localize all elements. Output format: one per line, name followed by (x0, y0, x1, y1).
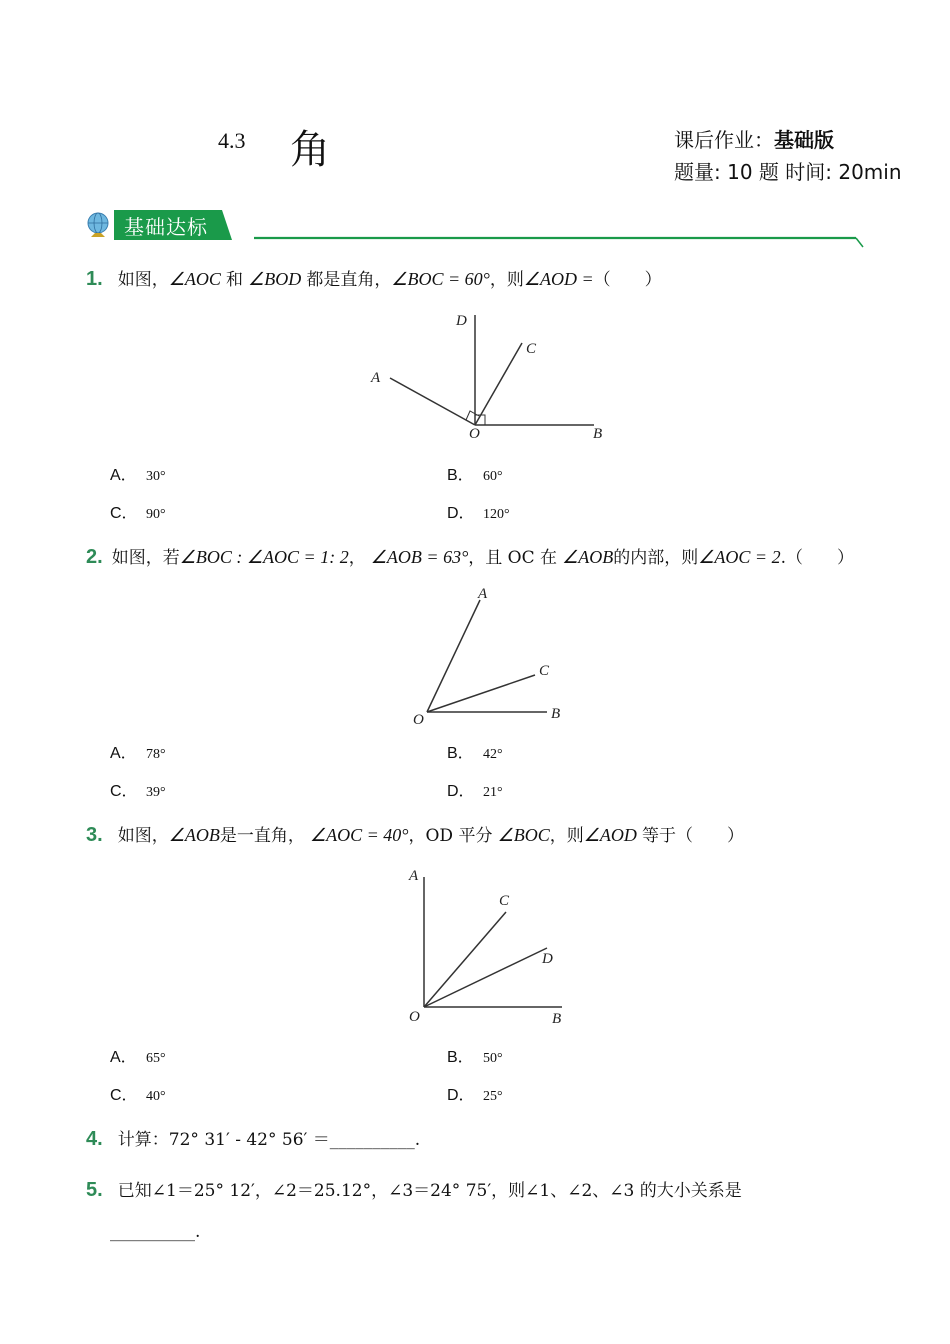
ray-oc (475, 343, 522, 425)
label-b: B (551, 706, 561, 722)
ray-od (424, 948, 547, 1007)
option-c[interactable]: C． 39° (110, 783, 166, 800)
option-d[interactable]: D． 120° (447, 505, 510, 522)
label-o: O (413, 712, 424, 727)
label-o: O (469, 426, 480, 442)
figure-q3 (400, 862, 580, 1027)
figure-q2 (400, 582, 580, 727)
count-info: 题量: 10 题 时间: 20min (674, 160, 902, 184)
homework-label (674, 124, 834, 153)
question-1: 1. 如图，∠AOC 和 ∠BOD 都是直角，∠BOC = 60°，则∠AOD =（ ） (86, 268, 662, 290)
label-c: C (539, 663, 550, 679)
option-a[interactable]: A． 65° (110, 1049, 166, 1066)
question-5 (86, 1176, 742, 1202)
option-d[interactable]: D． 25° (447, 1087, 503, 1104)
label-d: D (456, 313, 467, 329)
question-3: 3. 如图，∠AOB是一直角， ∠AOC = 40°，OD 平分 ∠BOC，则∠AOD 等于（ ） (86, 824, 744, 846)
label-d: D (542, 951, 553, 967)
label-b: B (593, 426, 603, 442)
banner-label: 基础达标 (124, 215, 208, 239)
section-number: 4.3 (218, 128, 246, 153)
label-c: C (526, 341, 537, 357)
homework-type: 课后作业： (674, 128, 774, 152)
question-2: 2. 如图，若∠BOC : ∠AOC = 1: 2， ∠AOB = 63°，且 OC 在 ∠AOB的内部，则∠AOC = 2.（ ） (86, 546, 854, 568)
option-b[interactable]: B． 50° (447, 1049, 503, 1066)
option-c[interactable]: C． 90° (110, 505, 166, 522)
homework-level: 基础版 (774, 128, 834, 152)
ray-oc (424, 912, 506, 1007)
page-title: 角 (290, 127, 330, 173)
option-a[interactable]: A． 78° (110, 745, 166, 762)
question-number: 4. (86, 1128, 103, 1150)
question-number: 3. (86, 824, 103, 846)
option-b[interactable]: B． 60° (447, 467, 503, 484)
ray-oa (390, 378, 475, 425)
label-a: A (409, 868, 419, 884)
ray-oa (427, 600, 480, 712)
question-text: 已知∠1＝25° 12′，∠2＝25.12°，∠3＝24° 75′，则∠1、∠2、∠3 的大小关系是 (117, 1181, 742, 1201)
question-number: 1. (86, 268, 103, 290)
ray-oc (427, 675, 535, 712)
option-c[interactable]: C． 40° (110, 1087, 166, 1104)
option-a[interactable]: A． 30° (110, 467, 166, 484)
label-c: C (499, 893, 510, 909)
question-number: 2. (86, 546, 103, 568)
label-a: A (371, 370, 381, 386)
figure-q1 (360, 305, 620, 445)
answer-blank[interactable]: __________. (110, 1222, 201, 1242)
question-number: 5. (86, 1179, 103, 1201)
question-4 (86, 1125, 420, 1151)
label-b: B (552, 1011, 562, 1027)
option-d[interactable]: D． 21° (447, 783, 503, 800)
question-text: 计算：72° 31′ - 42° 56′ ＝__________. (117, 1130, 421, 1150)
option-b[interactable]: B． 42° (447, 745, 503, 762)
label-a: A (478, 586, 488, 602)
label-o: O (409, 1009, 420, 1025)
